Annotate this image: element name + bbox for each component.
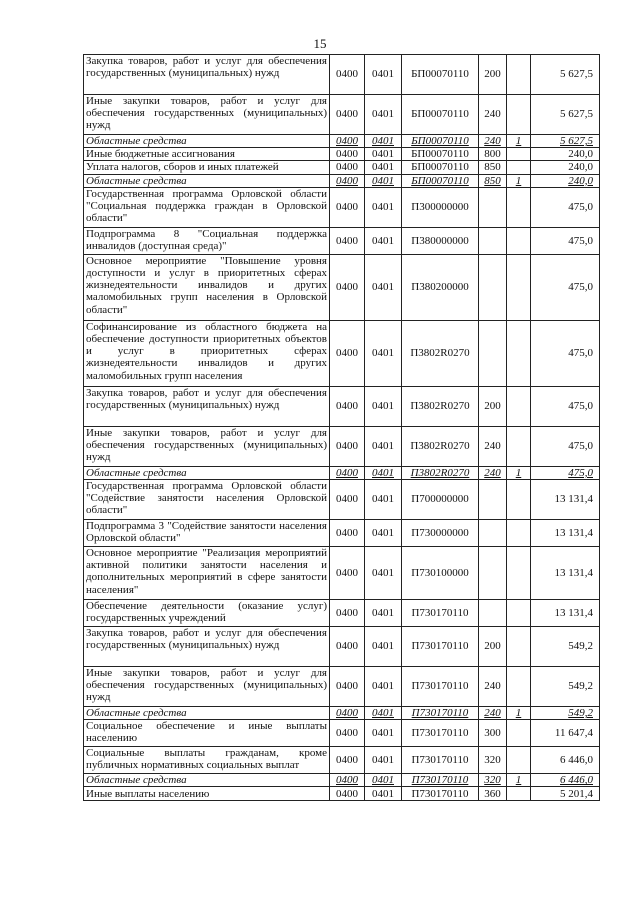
table-body <box>84 55 600 801</box>
row-sum-cell: 11 647,4 <box>531 720 600 747</box>
table-row <box>84 667 600 707</box>
row-name-cell: Подпрограмма 3 "Содействие занятости населения Орловской области" <box>84 520 330 547</box>
row-subsection-cell: 0401 <box>365 187 402 227</box>
table-row <box>84 320 600 386</box>
table-row <box>84 787 600 801</box>
row-section-cell: 0400 <box>330 480 365 520</box>
row-sum-cell: 240,0 <box>531 148 600 161</box>
table-row <box>84 254 600 320</box>
row-subsection-cell: 0401 <box>365 227 402 254</box>
row-section-cell: 0400 <box>330 174 365 187</box>
row-category-cell <box>507 787 531 801</box>
row-category-cell <box>507 95 531 135</box>
row-expense-type-cell <box>479 480 507 520</box>
row-code-cell: БП00070110 <box>402 135 479 148</box>
row-expense-type-cell: 240 <box>479 135 507 148</box>
row-section-cell: 0400 <box>330 254 365 320</box>
row-expense-type-cell: 200 <box>479 386 507 426</box>
row-subsection-cell: 0401 <box>365 254 402 320</box>
row-name-cell: Уплата налогов, сборов и иных платежей <box>84 161 330 174</box>
row-sum-cell: 5 627,5 <box>531 95 600 135</box>
row-sum-cell: 5 627,5 <box>531 135 600 148</box>
row-category-cell <box>507 187 531 227</box>
row-code-cell: П700000000 <box>402 480 479 520</box>
row-code-cell: П730170110 <box>402 774 479 787</box>
table-row <box>84 135 600 148</box>
row-code-cell: П730170110 <box>402 707 479 720</box>
row-code-cell: П300000000 <box>402 187 479 227</box>
row-expense-type-cell: 320 <box>479 774 507 787</box>
row-subsection-cell: 0401 <box>365 135 402 148</box>
row-name-cell: Социальное обеспечение и иные выплаты населению <box>84 720 330 747</box>
row-category-cell <box>507 148 531 161</box>
row-category-cell <box>507 667 531 707</box>
table-row <box>84 600 600 627</box>
row-name-cell: Иные закупки товаров, работ и услуг для обеспечения государственных (муниципальных) нужд <box>84 426 330 466</box>
row-category-cell <box>507 426 531 466</box>
row-sum-cell: 475,0 <box>531 466 600 479</box>
row-subsection-cell: 0401 <box>365 787 402 801</box>
row-name-cell: Иные выплаты населению <box>84 787 330 801</box>
row-expense-type-cell <box>479 254 507 320</box>
row-category-cell <box>507 547 531 600</box>
row-section-cell: 0400 <box>330 386 365 426</box>
row-category-cell <box>507 480 531 520</box>
row-sum-cell: 475,0 <box>531 254 600 320</box>
row-expense-type-cell: 360 <box>479 787 507 801</box>
table-row <box>84 466 600 479</box>
row-code-cell: П380000000 <box>402 227 479 254</box>
table-row <box>84 386 600 426</box>
table-row <box>84 547 600 600</box>
row-category-cell <box>507 386 531 426</box>
table-row <box>84 747 600 774</box>
row-sum-cell: 13 131,4 <box>531 480 600 520</box>
row-name-cell: Закупка товаров, работ и услуг для обеспечения государственных (муниципальных) нужд <box>84 627 330 667</box>
row-name-cell: Государственная программа Орловской области "Содействие занятости населения Орловской области" <box>84 480 330 520</box>
row-section-cell: 0400 <box>330 466 365 479</box>
row-category-cell: 1 <box>507 466 531 479</box>
row-subsection-cell: 0401 <box>365 600 402 627</box>
row-category-cell <box>507 254 531 320</box>
table-row <box>84 720 600 747</box>
row-sum-cell: 549,2 <box>531 667 600 707</box>
row-name-cell: Основное мероприятие "Повышение уровня доступности и услуг в приоритетных сферах жизнедеятельности инвалидов и других маломобильных групп населения в Орловской области" <box>84 254 330 320</box>
row-section-cell: 0400 <box>330 520 365 547</box>
row-expense-type-cell: 300 <box>479 720 507 747</box>
row-category-cell: 1 <box>507 774 531 787</box>
row-category-cell <box>507 720 531 747</box>
table-row <box>84 426 600 466</box>
row-subsection-cell: 0401 <box>365 161 402 174</box>
row-sum-cell: 6 446,0 <box>531 774 600 787</box>
row-code-cell: П730170110 <box>402 720 479 747</box>
row-sum-cell: 475,0 <box>531 386 600 426</box>
row-subsection-cell: 0401 <box>365 520 402 547</box>
row-section-cell: 0400 <box>330 187 365 227</box>
row-sum-cell: 475,0 <box>531 227 600 254</box>
row-category-cell <box>507 55 531 95</box>
row-name-cell: Областные средства <box>84 774 330 787</box>
row-name-cell: Основное мероприятие "Реализация мероприятий активной политики занятости населения и дополнительных мероприятий в сфере занятости населения" <box>84 547 330 600</box>
row-expense-type-cell <box>479 320 507 386</box>
row-name-cell: Закупка товаров, работ и услуг для обеспечения государственных (муниципальных) нужд <box>84 386 330 426</box>
row-category-cell: 1 <box>507 135 531 148</box>
row-name-cell: Иные закупки товаров, работ и услуг для обеспечения государственных (муниципальных) нужд <box>84 667 330 707</box>
row-category-cell <box>507 520 531 547</box>
page-number: 15 <box>313 36 327 51</box>
row-code-cell: П730170110 <box>402 667 479 707</box>
row-expense-type-cell: 240 <box>479 466 507 479</box>
row-section-cell: 0400 <box>330 600 365 627</box>
row-sum-cell: 240,0 <box>531 161 600 174</box>
row-expense-type-cell: 240 <box>479 667 507 707</box>
row-section-cell: 0400 <box>330 135 365 148</box>
row-code-cell: П730170110 <box>402 627 479 667</box>
row-subsection-cell: 0401 <box>365 547 402 600</box>
row-sum-cell: 13 131,4 <box>531 547 600 600</box>
row-sum-cell: 13 131,4 <box>531 600 600 627</box>
row-name-cell: Областные средства <box>84 174 330 187</box>
row-section-cell: 0400 <box>330 227 365 254</box>
row-category-cell <box>507 747 531 774</box>
row-subsection-cell: 0401 <box>365 148 402 161</box>
row-name-cell: Подпрограмма 8 "Социальная поддержка инвалидов (доступная среда)" <box>84 227 330 254</box>
row-subsection-cell: 0401 <box>365 774 402 787</box>
row-name-cell: Обеспечение деятельности (оказание услуг) государственных учреждений <box>84 600 330 627</box>
table-row <box>84 227 600 254</box>
row-section-cell: 0400 <box>330 774 365 787</box>
row-section-cell: 0400 <box>330 720 365 747</box>
row-sum-cell: 6 446,0 <box>531 747 600 774</box>
row-code-cell: П730170110 <box>402 600 479 627</box>
row-code-cell: БП00070110 <box>402 95 479 135</box>
row-name-cell: Закупка товаров, работ и услуг для обеспечения государственных (муниципальных) нужд <box>84 55 330 95</box>
table-row <box>84 187 600 227</box>
table-row <box>84 55 600 95</box>
row-name-cell: Софинансирование из областного бюджета на обеспечение доступности приоритетных объектов и услуг в приоритетных сферах жизнедеятельности инвалидов и других маломобильных групп населения <box>84 320 330 386</box>
row-sum-cell: 475,0 <box>531 320 600 386</box>
row-subsection-cell: 0401 <box>365 174 402 187</box>
row-subsection-cell: 0401 <box>365 480 402 520</box>
table-row <box>84 774 600 787</box>
row-expense-type-cell: 240 <box>479 426 507 466</box>
row-name-cell: Областные средства <box>84 707 330 720</box>
row-section-cell: 0400 <box>330 320 365 386</box>
table-row <box>84 95 600 135</box>
row-subsection-cell: 0401 <box>365 627 402 667</box>
row-section-cell: 0400 <box>330 787 365 801</box>
row-expense-type-cell: 850 <box>479 161 507 174</box>
row-code-cell: П380200000 <box>402 254 479 320</box>
row-code-cell: БП00070110 <box>402 161 479 174</box>
row-expense-type-cell <box>479 547 507 600</box>
row-expense-type-cell: 200 <box>479 55 507 95</box>
row-subsection-cell: 0401 <box>365 386 402 426</box>
row-subsection-cell: 0401 <box>365 747 402 774</box>
row-category-cell <box>507 627 531 667</box>
row-expense-type-cell <box>479 227 507 254</box>
row-sum-cell: 549,2 <box>531 707 600 720</box>
row-code-cell: П3802R0270 <box>402 426 479 466</box>
row-sum-cell: 5 201,4 <box>531 787 600 801</box>
row-name-cell: Иные бюджетные ассигнования <box>84 148 330 161</box>
row-section-cell: 0400 <box>330 747 365 774</box>
row-subsection-cell: 0401 <box>365 720 402 747</box>
row-code-cell: П3802R0270 <box>402 386 479 426</box>
table-row <box>84 707 600 720</box>
row-subsection-cell: 0401 <box>365 707 402 720</box>
budget-table <box>83 54 600 801</box>
row-category-cell <box>507 227 531 254</box>
row-sum-cell: 475,0 <box>531 426 600 466</box>
table-row <box>84 627 600 667</box>
row-category-cell <box>507 320 531 386</box>
row-section-cell: 0400 <box>330 161 365 174</box>
row-subsection-cell: 0401 <box>365 55 402 95</box>
row-sum-cell: 13 131,4 <box>531 520 600 547</box>
row-expense-type-cell: 800 <box>479 148 507 161</box>
row-expense-type-cell <box>479 187 507 227</box>
row-expense-type-cell: 240 <box>479 95 507 135</box>
row-code-cell: П730170110 <box>402 747 479 774</box>
row-code-cell: БП00070110 <box>402 174 479 187</box>
row-sum-cell: 549,2 <box>531 627 600 667</box>
row-code-cell: П3802R0270 <box>402 320 479 386</box>
table-row <box>84 148 600 161</box>
row-name-cell: Иные закупки товаров, работ и услуг для обеспечения государственных (муниципальных) нужд <box>84 95 330 135</box>
row-name-cell: Областные средства <box>84 135 330 148</box>
row-section-cell: 0400 <box>330 95 365 135</box>
row-category-cell <box>507 600 531 627</box>
row-section-cell: 0400 <box>330 55 365 95</box>
row-category-cell: 1 <box>507 174 531 187</box>
row-code-cell: БП00070110 <box>402 148 479 161</box>
row-subsection-cell: 0401 <box>365 426 402 466</box>
row-name-cell: Социальные выплаты гражданам, кроме публичных нормативных социальных выплат <box>84 747 330 774</box>
row-category-cell: 1 <box>507 707 531 720</box>
row-section-cell: 0400 <box>330 547 365 600</box>
row-section-cell: 0400 <box>330 707 365 720</box>
row-name-cell: Государственная программа Орловской области "Социальная поддержка граждан в Орловской области" <box>84 187 330 227</box>
row-code-cell: П730170110 <box>402 787 479 801</box>
row-code-cell: П730100000 <box>402 547 479 600</box>
row-subsection-cell: 0401 <box>365 95 402 135</box>
row-section-cell: 0400 <box>330 667 365 707</box>
row-subsection-cell: 0401 <box>365 466 402 479</box>
row-sum-cell: 475,0 <box>531 187 600 227</box>
row-expense-type-cell: 200 <box>479 627 507 667</box>
table-row <box>84 520 600 547</box>
table-row <box>84 161 600 174</box>
row-sum-cell: 240,0 <box>531 174 600 187</box>
row-expense-type-cell <box>479 520 507 547</box>
row-category-cell <box>507 161 531 174</box>
row-section-cell: 0400 <box>330 148 365 161</box>
row-subsection-cell: 0401 <box>365 320 402 386</box>
row-section-cell: 0400 <box>330 627 365 667</box>
row-sum-cell: 5 627,5 <box>531 55 600 95</box>
row-code-cell: П730000000 <box>402 520 479 547</box>
row-section-cell: 0400 <box>330 426 365 466</box>
row-code-cell: П3802R0270 <box>402 466 479 479</box>
row-expense-type-cell: 850 <box>479 174 507 187</box>
row-expense-type-cell <box>479 600 507 627</box>
table-row <box>84 480 600 520</box>
row-name-cell: Областные средства <box>84 466 330 479</box>
row-code-cell: БП00070110 <box>402 55 479 95</box>
table-row <box>84 174 600 187</box>
row-expense-type-cell: 240 <box>479 707 507 720</box>
row-expense-type-cell: 320 <box>479 747 507 774</box>
row-subsection-cell: 0401 <box>365 667 402 707</box>
